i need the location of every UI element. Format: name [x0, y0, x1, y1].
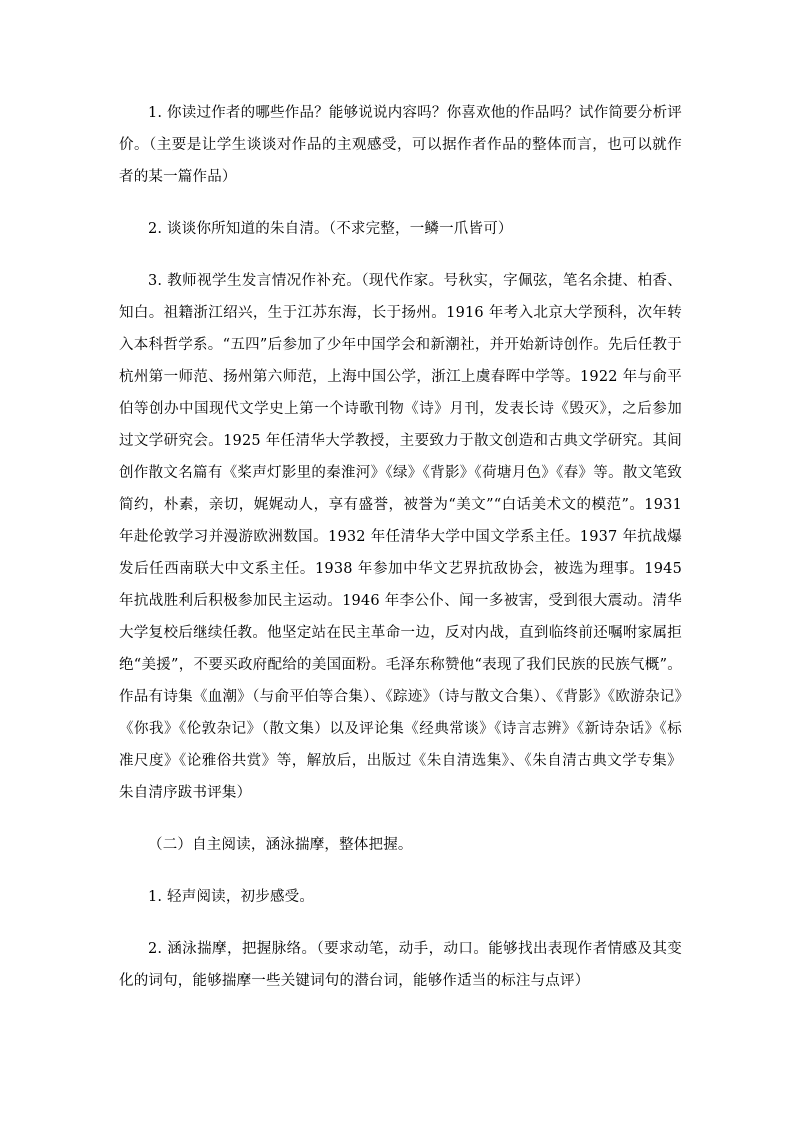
document-body — [119, 97, 682, 1017]
reading-step-2-paragraph: 2. 涵泳揣摩，把握脉络。（要求动笔，动手，动口。能够找出表现作者情感及其变化的词句，能够揣摩一些关键词句的潜台词，能够作适当的标注与点评） — [119, 941, 682, 989]
question-2-paragraph: 2. 谈谈你所知道的朱自清。（不求完整，一鳞一爪皆可） — [148, 221, 513, 237]
author-biography-paragraph: 3. 教师视学生发言情况作补充。（现代作家。号秋实，字佩弦，笔名余捷、柏香、知白。祖籍浙江绍兴，生于江苏东海，长于扬州。1916 年考入北京大学预科，次年转入本科哲学系。“五四”后参加了少年中国学会和新潮社，并开始新诗创作。先后任教于杭州第一师范、扬州第六师范，上海中国公学，浙江上虞春晖中学等。1922 年与俞平伯等创办中国现代文学史上第一个诗歌刊物《诗》月刊，发表长诗《毁灭》，之后参加过文学研究会。1925 年任清华大学教授，主要致力于散文创造和古典文学研究。其间创作散文名篇有《桨声灯影里的秦淮河》《绿》《背影》《荷塘月色》《春》等。散文笔致简约，朴素，亲切，娓娓动人，享有盛誉，被誉为“美文”“白话美术文的模范”。1931 年赴伦敦学习并漫游欧洲数国。1932 年任清华大学中国文学系主任。1937 年抗战爆发后任西南联大中文系主任。1938 年参加中华文艺界抗敌协会，被选为理事。1945 年抗战胜利后积极参加民主运动。1946 年李公仆、闻一多被害，受到很大震动。清华大学复校后继续任教。他坚定站在民主革命一边，反对内战，直到临终前还嘱咐家属拒绝“美援”，不要买政府配给的美国面粉。毛泽东称赞他“表现了我们民族的民族气概”。作品有诗集《血潮》（与俞平伯等合集）、《踪迹》（诗与散文合集）、《背影》《欧游杂记》《你我》《伦敦杂记》（散文集）以及评论集《经典常谈》《诗言志辨》《新诗杂话》《标准尺度》《论雅俗共赏》等，解放后，出版过《朱自清选集》、《朱自清古典文学专集》朱自清序跋书评集） — [119, 273, 682, 801]
reading-step-1-paragraph: 1. 轻声阅读，初步感受。 — [148, 889, 315, 905]
question-1-paragraph: 1. 你读过作者的哪些作品？能够说说内容吗？你喜欢他的作品吗？试作简要分析评价。（主要是让学生谈谈对作品的主观感受，可以据作者作品的整体而言，也可以就作者的某一篇作品） — [119, 105, 682, 185]
section-heading-reading: （二）自主阅读，涵泳揣摩，整体把握。 — [148, 837, 413, 853]
